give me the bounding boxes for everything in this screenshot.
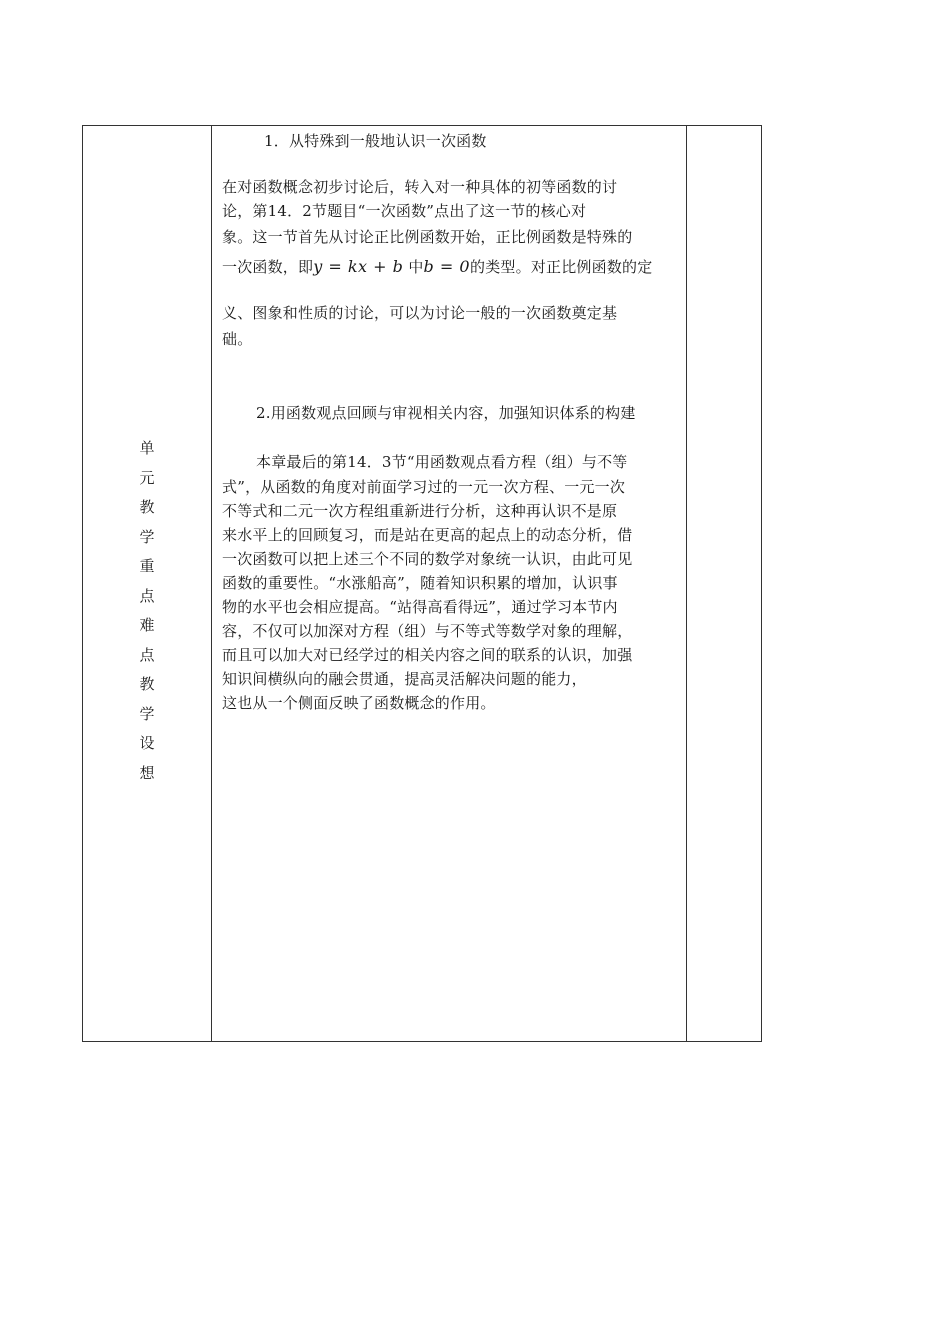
formula-linear-function: y = kx + b <box>313 257 404 276</box>
lesson-table <box>82 125 762 1042</box>
paragraph-line: 象。这一节首先从讨论正比例函数开始，正比例函数是特殊的 <box>222 228 633 246</box>
row-label-char: 元 <box>139 468 155 487</box>
paragraph-line: 论，第14．2节题目“一次函数”点出了这一节的核心对 <box>222 202 587 220</box>
row-label-char: 学 <box>139 704 155 723</box>
formula-line <box>222 256 652 278</box>
row-label-vertical <box>83 434 211 788</box>
row-label-char: 教 <box>139 675 155 693</box>
paragraph-line: 知识间横纵向的融会贯通，提高灵活解决问题的能力， <box>222 670 587 688</box>
paragraph-line: 一次函数可以把上述三个不同的数学对象统一认识，由此可见 <box>222 550 633 568</box>
row-label-char: 单 <box>139 439 155 457</box>
formula-line-after: 的类型。对正比例函数的定 <box>470 258 653 276</box>
paragraph-line: 函数的重要性。“水涨船高”，随着知识积累的增加，认识事 <box>222 574 618 592</box>
paragraph-line: 在对函数概念初步讨论后，转入对一种具体的初等函数的讨 <box>222 178 618 196</box>
paragraph-line: 式”，从函数的角度对前面学习过的一元一次方程、一元一次 <box>222 478 626 496</box>
row-label-char: 学 <box>139 527 155 546</box>
section2-heading: 2.用函数观点回顾与审视相关内容，加强知识体系的构建 <box>256 404 636 422</box>
row-label-char: 点 <box>139 645 155 664</box>
row-label-char: 难 <box>139 616 155 634</box>
paragraph-line: 义、图象和性质的讨论，可以为讨论一般的一次函数奠定基 <box>222 304 618 322</box>
row-label-char: 点 <box>139 586 155 605</box>
formula-line-middle: 中 <box>408 258 424 276</box>
column-divider-left <box>211 126 212 1041</box>
paragraph-line: 而且可以加大对已经学过的相关内容之间的联系的认识，加强 <box>222 646 633 664</box>
row-label-char: 重 <box>139 557 155 575</box>
paragraph-line: 本章最后的第14．3节“用函数观点看方程（组）与不等 <box>256 453 628 471</box>
row-label-char: 想 <box>139 763 155 782</box>
paragraph-line: 不等式和二元一次方程组重新进行分析，这种再认识不是原 <box>222 502 618 520</box>
paragraph-line: 这也从一个侧面反映了函数概念的作用。 <box>222 694 496 712</box>
formula-line-before: 一次函数，即 <box>222 258 314 276</box>
section1-heading: 1．从特殊到一般地认识一次函数 <box>264 132 487 150</box>
row-label-char: 教 <box>139 498 155 516</box>
paragraph-line: 础。 <box>222 330 253 348</box>
paragraph-line: 容，不仅可以加深对方程（组）与不等式等数学对象的理解， <box>222 622 633 640</box>
column-divider-right <box>686 126 687 1041</box>
row-label-char: 设 <box>139 734 155 752</box>
formula-b-zero: b = 0 <box>423 257 471 276</box>
paragraph-line: 来水平上的回顾复习，而是站在更高的起点上的动态分析，借 <box>222 526 633 544</box>
paragraph-line: 物的水平也会相应提高。“站得高看得远”，通过学习本节内 <box>222 598 618 616</box>
